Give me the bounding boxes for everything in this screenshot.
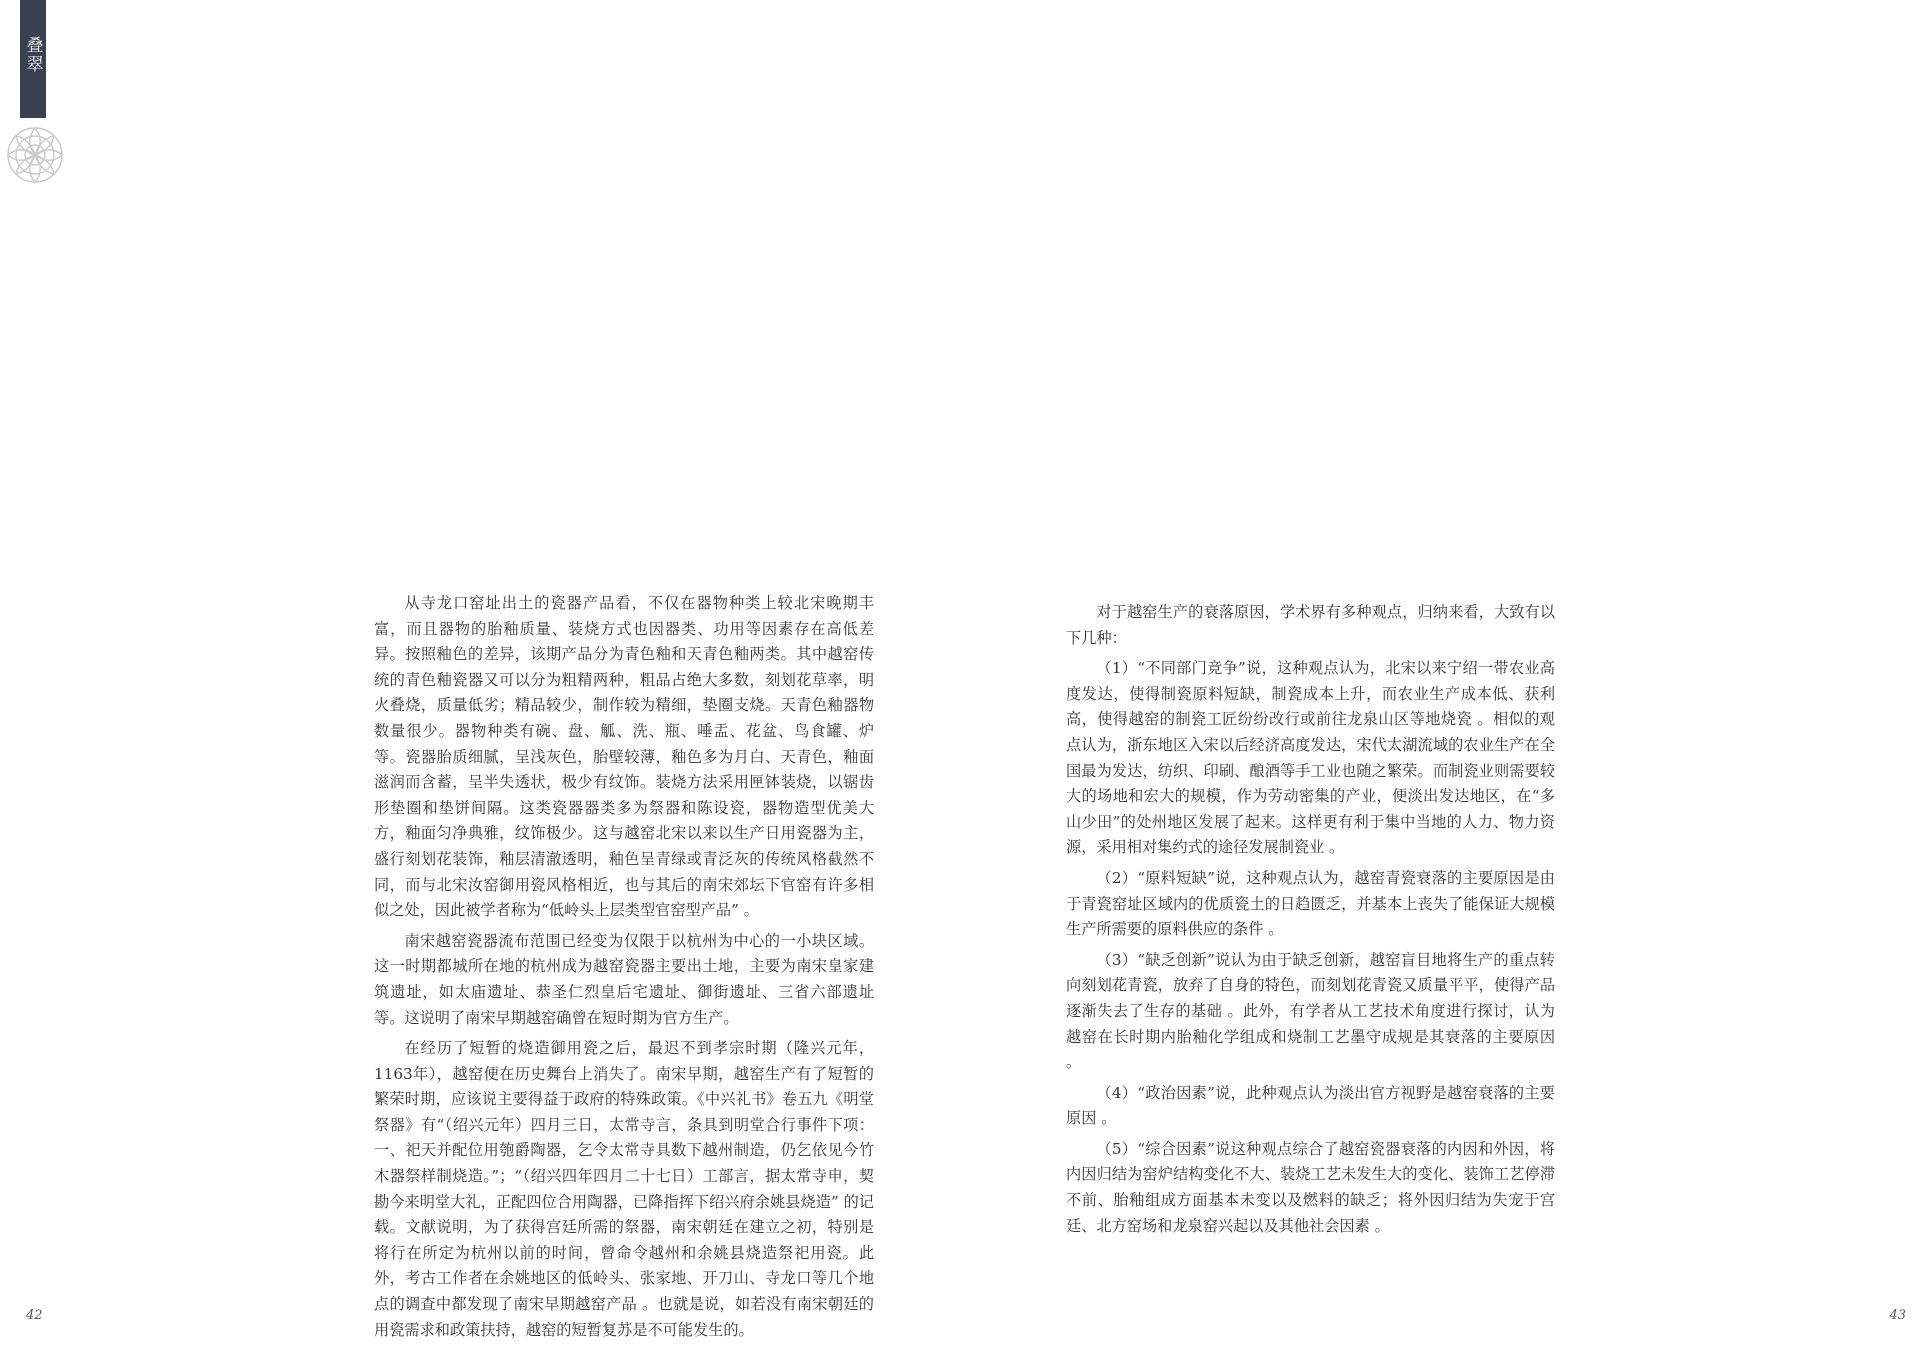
left-paragraph: 南宋越窑瓷器流布范围已经变为仅限于以杭州为中心的一小块区域。这一时期都城所在地的杭州成为越窑瓷器主要出土地，主要为南宋皇家建筑遗址，如太庙遗址、恭圣仁烈皇后宅遗址、御街遗址、三省六部遗址等。这说明了南宋早期越窑确曾在短时期为官方生产。: [374, 931, 874, 1027]
right-paragraph: 对于越窑生产的衰落原因，学术界有多种观点，归纳来看，大致有以下几种：: [1066, 603, 1555, 647]
right-page-number: 43: [1889, 1308, 1906, 1323]
section-tab-title: 叠翠: [22, 36, 43, 74]
left-page-number: 42: [26, 1308, 43, 1323]
right-paragraph: （4）“政治因素”说，此种观点认为淡出官方视野是越窑衰落的主要原因 。: [1066, 1083, 1555, 1128]
left-text-column: [374, 591, 874, 1348]
left-page: [0, 0, 960, 1339]
floral-emblem-icon: [4, 124, 66, 186]
left-paragraph: 从寺龙口窑址出土的瓷器产品看，不仅在器物种类上较北宋晚期丰富，而且器物的胎釉质量、装烧方式也因器类、功用等因素存在高低差异。按照釉色的差异，该期产品分为青色釉和天青色釉两类。其中越窑传统的青色釉瓷器又可以分为粗精两种，粗品占绝大多数，刻划花草率，明火叠烧，质量低劣；精品较少，制作较为精细，垫圈支烧。天青色釉器物数量很少。器物种类有碗、盘、觚、洗、瓶、唾盂、花盆、鸟食罐、炉等。瓷器胎质细腻，呈浅灰色，胎壁较薄，釉色多为月白、天青色，釉面滋润而含蓄，呈半失透状，极少有纹饰。装烧方法采用匣钵装烧，以锯齿形垫圈和垫饼间隔。这类瓷器器类多为祭器和陈设瓷，器物造型优美大方，釉面匀净典雅，纹饰极少。这与越窑北宋以来以生产日用瓷器为主，盛行刻划花装饰，釉层清澈透明，釉色呈青绿或青泛灰的传统风格截然不同，而与北宋汝窑御用瓷风格相近，也与其后的南宋郊坛下官窑有许多相似之处，因此被学者称为“低岭头上层类型官窑型产品” 。: [374, 594, 874, 920]
left-paragraph: 在经历了短暂的烧造御用瓷之后，最迟不到孝宗时期（隆兴元年，1163年），越窑便在历史舞台上消失了。南宋早期，越窑生产有了短暂的繁荣时期，应该说主要得益于政府的特殊政策。《中兴礼书》卷五九《明堂祭器》有“（绍兴元年）四月三日，太常寺言，条具到明堂合行事件下项：一、祀天并配位用匏爵陶器，乞令太常寺具数下越州制造，仍乞依见今竹木器祭样制烧造。”；“（绍兴四年四月二十七日）工部言，据太常寺申，契勘今来明堂大礼，正配四位合用陶器，已降指挥下绍兴府余姚县烧造” 的记载。文献说明，为了获得宫廷所需的祭器，南宋朝廷在建立之初，特别是将行在所定为杭州以前的时间，曾命令越州和余姚县烧造祭祀用瓷。此外，考古工作者在余姚地区的低岭头、张家地、开刀山、寺龙口等几个地点的调查中都发现了南宋早期越窑产品 。也就是说，如若没有南宋朝廷的用瓷需求和政策扶持，越窑的短暂复苏是不可能发生的。: [374, 1039, 874, 1339]
section-tab: [20, 0, 46, 118]
right-paragraph: （2）“原料短缺”说，这种观点认为，越窑青瓷衰落的主要原因是由于青瓷窑址区域内的优质瓷土的日趋匮乏，并基本上丧失了能保证大规模生产所需要的原料供应的条件 。: [1066, 868, 1555, 939]
right-page: [960, 0, 1920, 1324]
right-text-column: [1066, 600, 1555, 1244]
right-paragraph: （1）“不同部门竞争”说，这种观点认为，北宋以来宁绍一带农业高度发达，使得制瓷原料短缺，制瓷成本上升，而农业生产成本低、获利高，使得越窑的制瓷工匠纷纷改行或前往龙泉山区等地烧瓷 。相似的观点认为，浙东地区入宋以后经济高度发达，宋代太湖流域的农业生产在全国最为发达，纺织、印刷、酿酒等手工业也随之繁荣。而制瓷业则需要较大的场地和宏大的规模，作为劳动密集的产业，便淡出发达地区，在“多山少田”的处州地区发展了起来。这样更有利于集中当地的人力、物力资源，采用相对集约式的途径发展制瓷业 。: [1066, 659, 1555, 857]
right-paragraph: （3）“缺乏创新”说认为由于缺乏创新，越窑盲目地将生产的重点转向刻划花青瓷，放弃了自身的特色，而刻划花青瓷又质量平平，使得产品逐渐失去了生存的基础 。此外，有学者从工艺技术角度进行探讨，认为越窑在长时期内胎釉化学组成和烧制工艺墨守成规是其衰落的主要原因 。: [1066, 950, 1555, 1072]
right-paragraph: （5）“综合因素”说这种观点综合了越窑瓷器衰落的内因和外因，将内因归结为窑炉结构变化不大、装烧工艺未发生大的变化、装饰工艺停滞不前、胎釉组成方面基本未变以及燃料的缺乏；将外因归结为失宠于宫廷、北方窑场和龙泉窑兴起以及其他社会因素 。: [1066, 1139, 1555, 1235]
